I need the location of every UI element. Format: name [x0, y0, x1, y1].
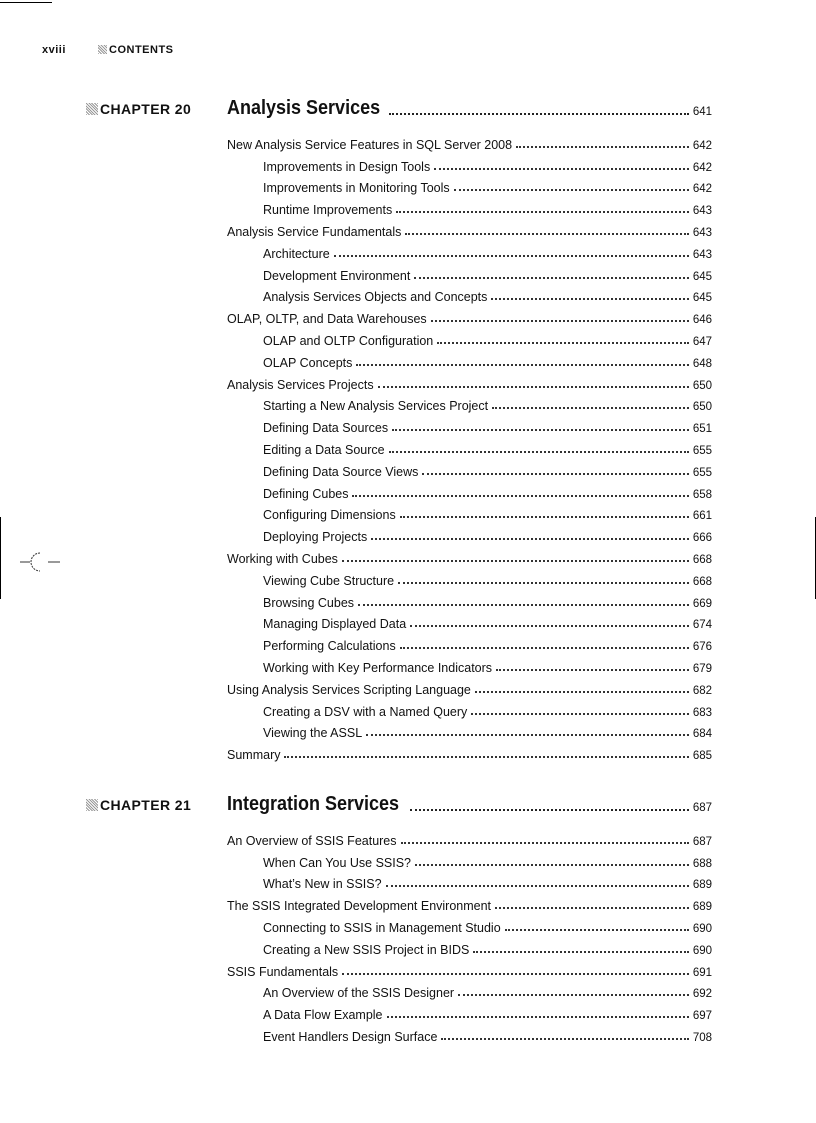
dot-leader: [405, 233, 688, 235]
entry-page-number: 668: [692, 575, 712, 588]
chapter-title[interactable]: Analysis Services: [227, 97, 381, 119]
toc-subentry[interactable]: [227, 479, 712, 501]
entry-title[interactable]: A Data Flow Example: [263, 1008, 383, 1023]
entry-title[interactable]: Architecture: [263, 246, 330, 261]
toc-entry-list: [227, 826, 712, 1044]
entry-page-number: 676: [692, 641, 712, 654]
dot-leader: [441, 1038, 688, 1040]
toc-subentry[interactable]: [227, 348, 712, 370]
entry-title[interactable]: Starting a New Analysis Services Project: [263, 399, 489, 414]
dot-leader: [491, 298, 688, 300]
toc-entry[interactable]: [227, 544, 712, 566]
dot-leader: [414, 277, 689, 279]
dot-leader: [431, 320, 689, 322]
dot-leader: [505, 929, 689, 931]
entry-page-number: 690: [692, 944, 712, 957]
entry-title[interactable]: Editing a Data Source: [263, 442, 385, 457]
toc-subentry[interactable]: [227, 610, 712, 632]
dot-leader: [496, 669, 689, 671]
entry-page-number: 679: [692, 662, 712, 675]
dot-leader: [396, 211, 689, 213]
entry-title[interactable]: When Can You Use SSIS?: [263, 855, 412, 870]
entry-title[interactable]: Working with Cubes: [227, 551, 338, 566]
dot-leader: [389, 113, 689, 115]
dot-leader: [386, 885, 689, 887]
dot-leader: [387, 1016, 689, 1018]
entry-title[interactable]: An Overview of the SSIS Designer: [263, 986, 455, 1001]
entry-page-number: 689: [692, 879, 712, 892]
dot-leader: [401, 842, 689, 844]
toc-entry[interactable]: [227, 957, 712, 979]
dot-leader: [516, 146, 689, 148]
entry-page-number: 645: [692, 292, 712, 305]
entry-title[interactable]: Creating a DSV with a Named Query: [263, 704, 468, 719]
dot-leader: [392, 429, 689, 431]
entry-title[interactable]: Browsing Cubes: [263, 595, 355, 610]
entry-title[interactable]: Analysis Service Fundamentals: [227, 224, 402, 239]
page-number: xviii: [42, 44, 66, 56]
entry-page-number: 642: [692, 161, 712, 174]
toc-subentry[interactable]: [227, 261, 712, 283]
toc-subentry[interactable]: [227, 979, 712, 1001]
entry-title[interactable]: OLAP and OLTP Configuration: [263, 333, 434, 348]
toc-subentry[interactable]: [227, 239, 712, 261]
toc-entry[interactable]: [227, 217, 712, 239]
dot-leader: [410, 809, 689, 811]
entry-page-number: 684: [692, 728, 712, 741]
dot-leader: [475, 691, 689, 693]
toc-entry[interactable]: [227, 675, 712, 697]
toc-subentry[interactable]: [227, 1000, 712, 1022]
entry-page-number: 658: [692, 488, 712, 501]
entry-page-number: 651: [692, 423, 712, 436]
dot-leader: [389, 451, 689, 453]
entry-page-number: 691: [692, 966, 712, 979]
section-title: CONTENTS: [109, 44, 174, 56]
entry-title[interactable]: OLAP Concepts: [263, 355, 353, 370]
toc-subentry[interactable]: [227, 697, 712, 719]
dot-leader: [495, 907, 689, 909]
hatch-icon: [86, 799, 98, 811]
entry-page-number: 643: [692, 248, 712, 261]
crop-mark-top: [0, 2, 52, 3]
chapter-title[interactable]: Integration Services: [227, 793, 400, 815]
dot-leader: [352, 495, 688, 497]
dot-leader: [471, 713, 689, 715]
toc-subentry[interactable]: [227, 653, 712, 675]
toc-subentry[interactable]: [227, 152, 712, 174]
entry-title[interactable]: SSIS Fundamentals: [227, 964, 339, 979]
entry-title[interactable]: Analysis Services Projects: [227, 377, 374, 392]
chapter-title-row[interactable]: [227, 96, 712, 120]
toc-subentry[interactable]: [227, 870, 712, 892]
entry-title[interactable]: Performing Calculations: [263, 639, 396, 654]
dot-leader: [473, 951, 688, 953]
dot-leader: [415, 864, 689, 866]
entry-title[interactable]: Using Analysis Services Scripting Language: [227, 682, 471, 697]
chapter-label: CHAPTER 20: [86, 101, 191, 117]
toc-subentry[interactable]: [227, 566, 712, 588]
toc-entry-list: [227, 130, 712, 762]
toc-subentry[interactable]: [227, 174, 712, 196]
toc-subentry[interactable]: [227, 935, 712, 957]
entry-title[interactable]: Managing Displayed Data: [263, 617, 407, 632]
entry-page-number: 648: [692, 357, 712, 370]
entry-page-number: 682: [692, 684, 712, 697]
dot-leader: [454, 189, 689, 191]
toc-entry[interactable]: [227, 826, 712, 848]
toc-entry[interactable]: [227, 370, 712, 392]
entry-title[interactable]: Improvements in Design Tools: [263, 159, 431, 174]
toc-entry[interactable]: [227, 891, 712, 913]
entry-title[interactable]: Deploying Projects: [263, 530, 368, 545]
entry-page-number: 661: [692, 510, 712, 523]
entry-title[interactable]: What’s New in SSIS?: [263, 877, 382, 892]
chapter-label: CHAPTER 21: [86, 797, 191, 813]
entry-title[interactable]: OLAP, OLTP, and Data Warehouses: [227, 312, 427, 327]
entry-page-number: 687: [692, 835, 712, 848]
toc-subentry[interactable]: [227, 1022, 712, 1044]
entry-title[interactable]: Defining Data Sources: [263, 421, 389, 436]
toc-subentry[interactable]: [227, 435, 712, 457]
dot-leader: [398, 582, 689, 584]
entry-title[interactable]: Configuring Dimensions: [263, 508, 396, 523]
dot-leader: [371, 538, 689, 540]
entry-page-number: 650: [692, 401, 712, 414]
dot-leader: [434, 168, 689, 170]
running-head: [42, 44, 174, 56]
toc-subentry[interactable]: [227, 631, 712, 653]
entry-page-number: 692: [692, 988, 712, 1001]
entry-page-number: 655: [692, 466, 712, 479]
dot-leader: [410, 625, 689, 627]
entry-page-number: 666: [692, 532, 712, 545]
dot-leader: [366, 734, 689, 736]
toc-subentry[interactable]: [227, 283, 712, 305]
entry-page-number: 643: [692, 226, 712, 239]
entry-page-number: 650: [692, 379, 712, 392]
toc-subentry[interactable]: [227, 588, 712, 610]
entry-title[interactable]: Summary: [227, 748, 281, 763]
toc-subentry[interactable]: [227, 913, 712, 935]
toc-entry[interactable]: [227, 304, 712, 326]
toc-subentry[interactable]: [227, 848, 712, 870]
dot-leader: [356, 364, 688, 366]
toc-subentry[interactable]: [227, 413, 712, 435]
toc-subentry[interactable]: [227, 522, 712, 544]
entry-title[interactable]: Working with Key Performance Indicators: [263, 660, 493, 675]
entry-title[interactable]: Event Handlers Design Surface: [263, 1029, 438, 1044]
entry-page-number: 689: [692, 901, 712, 914]
chapter-title-row[interactable]: [227, 792, 712, 816]
entry-page-number: 688: [692, 857, 712, 870]
entry-page-number: 669: [692, 597, 712, 610]
hatch-icon: [86, 103, 98, 115]
entry-page-number: 690: [692, 922, 712, 935]
toc-subentry[interactable]: [227, 392, 712, 414]
entry-page-number: 645: [692, 270, 712, 283]
entry-title[interactable]: Development Environment: [263, 268, 411, 283]
dot-leader: [437, 342, 689, 344]
dot-leader: [422, 473, 688, 475]
entry-page-number: 697: [692, 1010, 712, 1023]
toc-subentry[interactable]: [227, 195, 712, 217]
entry-page-number: 646: [692, 314, 712, 327]
hatch-icon: [98, 45, 107, 54]
toc-subentry[interactable]: [227, 719, 712, 741]
entry-title[interactable]: New Analysis Service Features in SQL Server 2008: [227, 137, 513, 152]
registration-mark-icon: [20, 550, 64, 574]
entry-page-number: 642: [692, 183, 712, 196]
toc-subentry[interactable]: [227, 457, 712, 479]
entry-title[interactable]: Viewing Cube Structure: [263, 573, 395, 588]
entry-title[interactable]: Defining Data Source Views: [263, 464, 419, 479]
entry-page-number: 685: [692, 750, 712, 763]
dot-leader: [334, 255, 689, 257]
entry-title[interactable]: Runtime Improvements: [263, 203, 393, 218]
dot-leader: [284, 756, 688, 758]
dot-leader: [342, 973, 689, 975]
entry-page-number: 643: [692, 205, 712, 218]
entry-page-number: 642: [692, 139, 712, 152]
dot-leader: [400, 516, 689, 518]
chapter-page-number: 641: [692, 106, 712, 118]
entry-page-number: 708: [692, 1031, 712, 1044]
entry-title[interactable]: Creating a New SSIS Project in BIDS: [263, 942, 470, 957]
entry-page-number: 655: [692, 444, 712, 457]
entry-page-number: 647: [692, 335, 712, 348]
entry-title[interactable]: Analysis Services Objects and Concepts: [263, 290, 488, 305]
entry-page-number: 674: [692, 619, 712, 632]
entry-title[interactable]: Viewing the ASSL: [263, 726, 363, 741]
entry-page-number: 668: [692, 553, 712, 566]
dot-leader: [492, 407, 689, 409]
chapter-page-number: 687: [692, 802, 712, 814]
entry-title[interactable]: Connecting to SSIS in Management Studio: [263, 920, 501, 935]
entry-title[interactable]: An Overview of SSIS Features: [227, 833, 397, 848]
toc-subentry[interactable]: [227, 326, 712, 348]
dot-leader: [342, 560, 689, 562]
entry-title[interactable]: Improvements in Monitoring Tools: [263, 181, 450, 196]
toc-subentry[interactable]: [227, 501, 712, 523]
entry-title[interactable]: The SSIS Integrated Development Environment: [227, 899, 492, 914]
toc-entry[interactable]: [227, 130, 712, 152]
dot-leader: [400, 647, 689, 649]
entry-page-number: 683: [692, 706, 712, 719]
dot-leader: [458, 994, 689, 996]
dot-leader: [358, 604, 689, 606]
page-edge-left: [0, 517, 1, 599]
toc-entry[interactable]: [227, 740, 712, 762]
entry-title[interactable]: Defining Cubes: [263, 486, 349, 501]
dot-leader: [378, 386, 689, 388]
